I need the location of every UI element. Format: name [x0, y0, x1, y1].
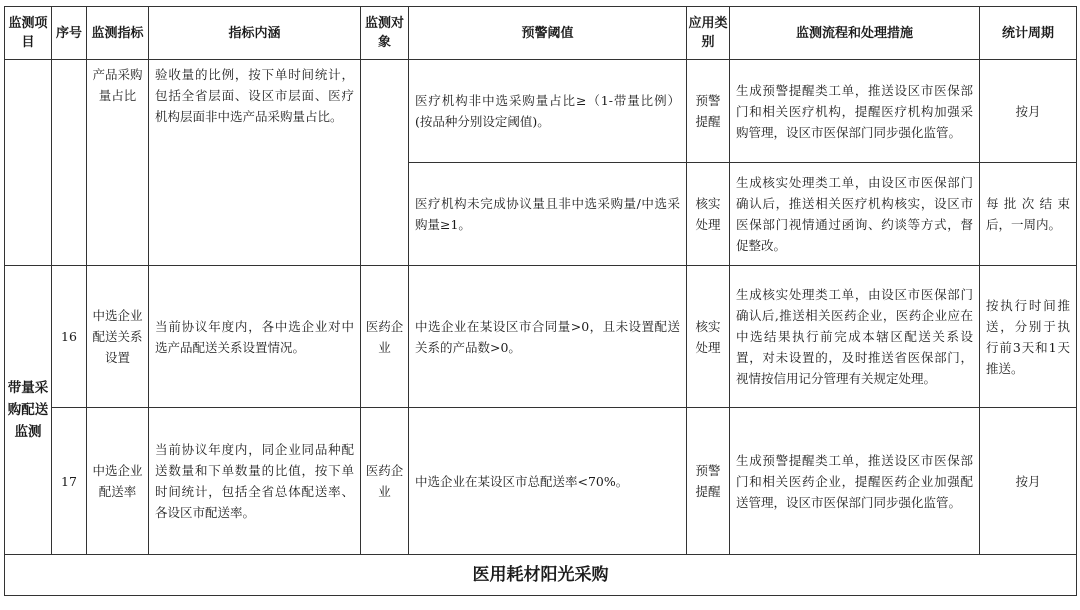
table-row — [5, 266, 1077, 408]
col-header-indicator: 监测指标 — [87, 7, 149, 60]
indicator-cell: 中选企业配送率 — [87, 408, 149, 555]
col-header-process: 监测流程和处理措施 — [730, 7, 980, 60]
period-cell: 按月 — [980, 60, 1077, 163]
col-header-object: 监测对象 — [361, 7, 409, 60]
period-cell: 按月 — [980, 408, 1077, 555]
col-header-content: 指标内涵 — [149, 7, 361, 60]
no-cell: 17 — [52, 408, 87, 555]
col-header-no: 序号 — [52, 7, 87, 60]
no-cell: 16 — [52, 266, 87, 408]
category-cell: 预警提醒 — [687, 408, 730, 555]
section-title: 医用耗材阳光采购 — [5, 555, 1077, 596]
threshold-cell: 中选企业在某设区市总配送率<70%。 — [409, 408, 687, 555]
object-cell-empty — [361, 60, 409, 266]
monitoring-table — [4, 6, 1077, 596]
section-row — [5, 555, 1077, 596]
table-row — [5, 408, 1077, 555]
col-header-project: 监测项目 — [5, 7, 52, 60]
content-cell: 当前协议年度内，各中选企业对中选产品配送关系设置情况。 — [149, 266, 361, 408]
threshold-cell: 医疗机构非中选采购量占比≥（1-带量比例）(按品种分别设定阈值)。 — [409, 60, 687, 163]
process-cell: 生成核实处理类工单，由设区市医保部门确认后,推送相关医药企业，医药企业应在中选结果执行前完成本辖区配送关系设置，对未设置的，及时推送省医保部门，视情按信用记分管理有关规定处理。 — [730, 266, 980, 408]
period-cell: 按执行时间推送，分别于执行前3天和1天推送。 — [980, 266, 1077, 408]
col-header-threshold: 预警阈值 — [409, 7, 687, 60]
process-cell: 生成预警提醒类工单，推送设区市医保部门和相关医药企业，提醒医药企业加强配送管理，设区市医保部门同步强化监管。 — [730, 408, 980, 555]
col-header-period: 统计周期 — [980, 7, 1077, 60]
process-cell: 生成预警提醒类工单，推送设区市医保部门和相关医疗机构，提醒医疗机构加强采购管理，设区市医保部门同步强化监管。 — [730, 60, 980, 163]
category-cell: 预警提醒 — [687, 60, 730, 163]
object-cell: 医药企业 — [361, 408, 409, 555]
process-cell: 生成核实处理类工单，由设区市医保部门确认后，推送相关医疗机构核实，设区市医保部门视情通过函询、约谈等方式，督促整改。 — [730, 163, 980, 266]
col-header-category: 应用类别 — [687, 7, 730, 60]
indicator-cell: 中选企业配送关系设置 — [87, 266, 149, 408]
table-row — [5, 60, 1077, 163]
period-cell: 每批次结束后，一周内。 — [980, 163, 1077, 266]
threshold-cell: 医疗机构未完成协议量且非中选采购量/中选采购量≥1。 — [409, 163, 687, 266]
project-cell-empty — [5, 60, 52, 266]
no-cell-empty — [52, 60, 87, 266]
category-label: 带量采购配送监测 — [5, 266, 52, 555]
category-cell: 核实处理 — [687, 163, 730, 266]
object-cell: 医药企业 — [361, 266, 409, 408]
threshold-cell: 中选企业在某设区市合同量>0，且未设置配送关系的产品数>0。 — [409, 266, 687, 408]
content-cell: 验收量的比例，按下单时间统计，包括全省层面、设区市层面、医疗机构层面非中选产品采购量占比。 — [149, 60, 361, 266]
indicator-cell: 产品采购量占比 — [87, 60, 149, 266]
category-cell: 核实处理 — [687, 266, 730, 408]
header-row — [5, 7, 1077, 60]
content-cell: 当前协议年度内，同企业同品种配送数量和下单数量的比值，按下单时间统计，包括全省总体配送率、各设区市配送率。 — [149, 408, 361, 555]
